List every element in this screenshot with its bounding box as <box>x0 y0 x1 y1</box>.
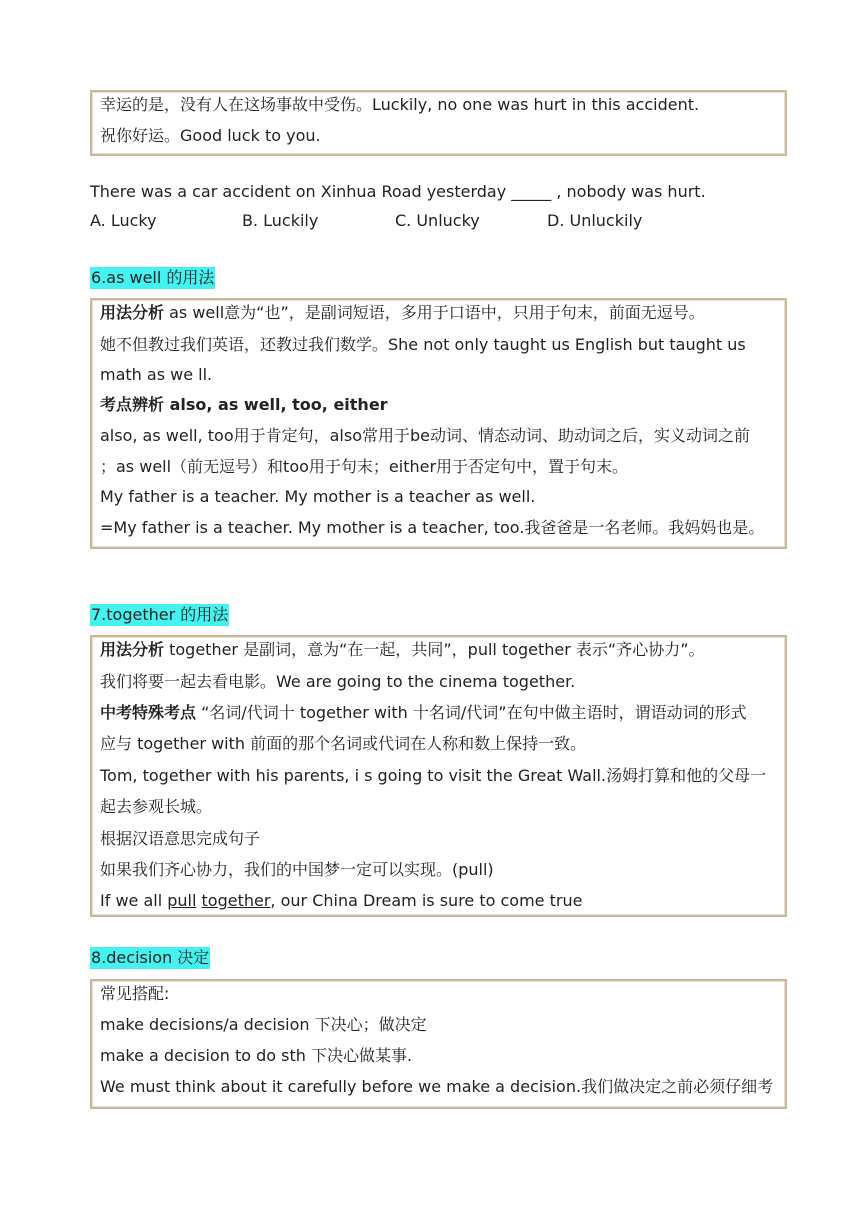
box-line: =My father is a teacher. My mother is a teacher, too.我爸爸是一名老师。我妈妈也是。 <box>100 518 765 537</box>
section-6-heading: 6.as well 的用法 <box>91 268 215 287</box>
box-line: also, as well, too用于肯定句，also常用于be动词、情态动词、助动词之后，实义动词之前 <box>100 426 750 445</box>
section-6-box <box>90 298 787 549</box>
section-7-box <box>90 635 787 917</box>
box-line: 祝你好运。Good luck to you. <box>100 126 321 145</box>
exam-label: 中考特殊考点 <box>100 703 197 722</box>
usage-text: together 是副词，意为“在一起，共同”，pull together 表示“齐心协力”。 <box>164 640 705 659</box>
box-line: ；as well（前无逗号）和too用于句末；either用于否定句中，置于句末。 <box>100 457 629 476</box>
box-line: We must think about it carefully before we make a decision.我们做决定之前必须仔细考 <box>100 1077 774 1096</box>
exam-text: “名词/代词十 together with 十名词/代词”在句中做主语时，谓语动词的形式 <box>196 703 747 722</box>
box-line: make a decision to do sth 下决心做某事. <box>100 1046 413 1065</box>
option-c: C. Unlucky <box>395 211 480 230</box>
section-7-heading: 7.together 的用法 <box>91 605 229 624</box>
question-text: There was a car accident on Xinhua Road yesterday _____ , nobody was hurt. <box>90 182 706 201</box>
box-line: 幸运的是，没有人在这场事故中受伤。Luckily, no one was hurt in this accident. <box>100 95 700 114</box>
box-line <box>100 303 705 323</box>
box-line: 如果我们齐心协力，我们的中国梦一定可以实现。(pull) <box>100 860 494 879</box>
answer-post: , our China Dream is sure to come true <box>270 891 583 910</box>
box-line: 她不但教过我们英语，还教过我们数学。She not only taught us English but taught us <box>100 335 746 354</box>
box-line: 根据汉语意思完成句子 <box>100 829 261 848</box>
point-label: 考点辨析 also, as well, too, either <box>100 395 388 414</box>
section-8-box <box>90 979 787 1109</box>
usage-text: as well意为“也”，是副词短语，多用于口语中，只用于句末，前面无逗号。 <box>164 303 705 322</box>
example-box-luck <box>90 90 787 156</box>
usage-label: 用法分析 <box>100 303 165 322</box>
box-line: 起去参观长城。 <box>100 797 213 816</box>
answer-line <box>100 891 582 911</box>
box-line: 我们将要一起去看电影。We are going to the cinema together. <box>100 672 576 691</box>
box-line <box>100 640 705 660</box>
usage-label: 用法分析 <box>100 640 165 659</box>
box-line: make decisions/a decision 下决心；做决定 <box>100 1015 427 1034</box>
box-line: My father is a teacher. My mother is a teacher as well. <box>100 487 536 506</box>
answer-pre: If we all <box>100 891 168 910</box>
box-line: Tom, together with his parents, i s going to visit the Great Wall.汤姆打算和他的父母一 <box>100 766 767 785</box>
option-a: A. Lucky <box>90 211 157 230</box>
answer-word-pull: pull <box>167 891 197 910</box>
box-line: 常见搭配: <box>100 984 170 1003</box>
box-line: 应与 together with 前面的那个名词或代词在人称和数上保持一致。 <box>100 734 587 753</box>
option-d: D. Unluckily <box>547 211 643 230</box>
box-line <box>100 703 747 723</box>
option-b: B. Luckily <box>242 211 319 230</box>
section-8-heading: 8.decision 决定 <box>91 948 210 967</box>
box-line: math as we ll. <box>100 365 213 384</box>
answer-word-together: together <box>201 891 271 910</box>
